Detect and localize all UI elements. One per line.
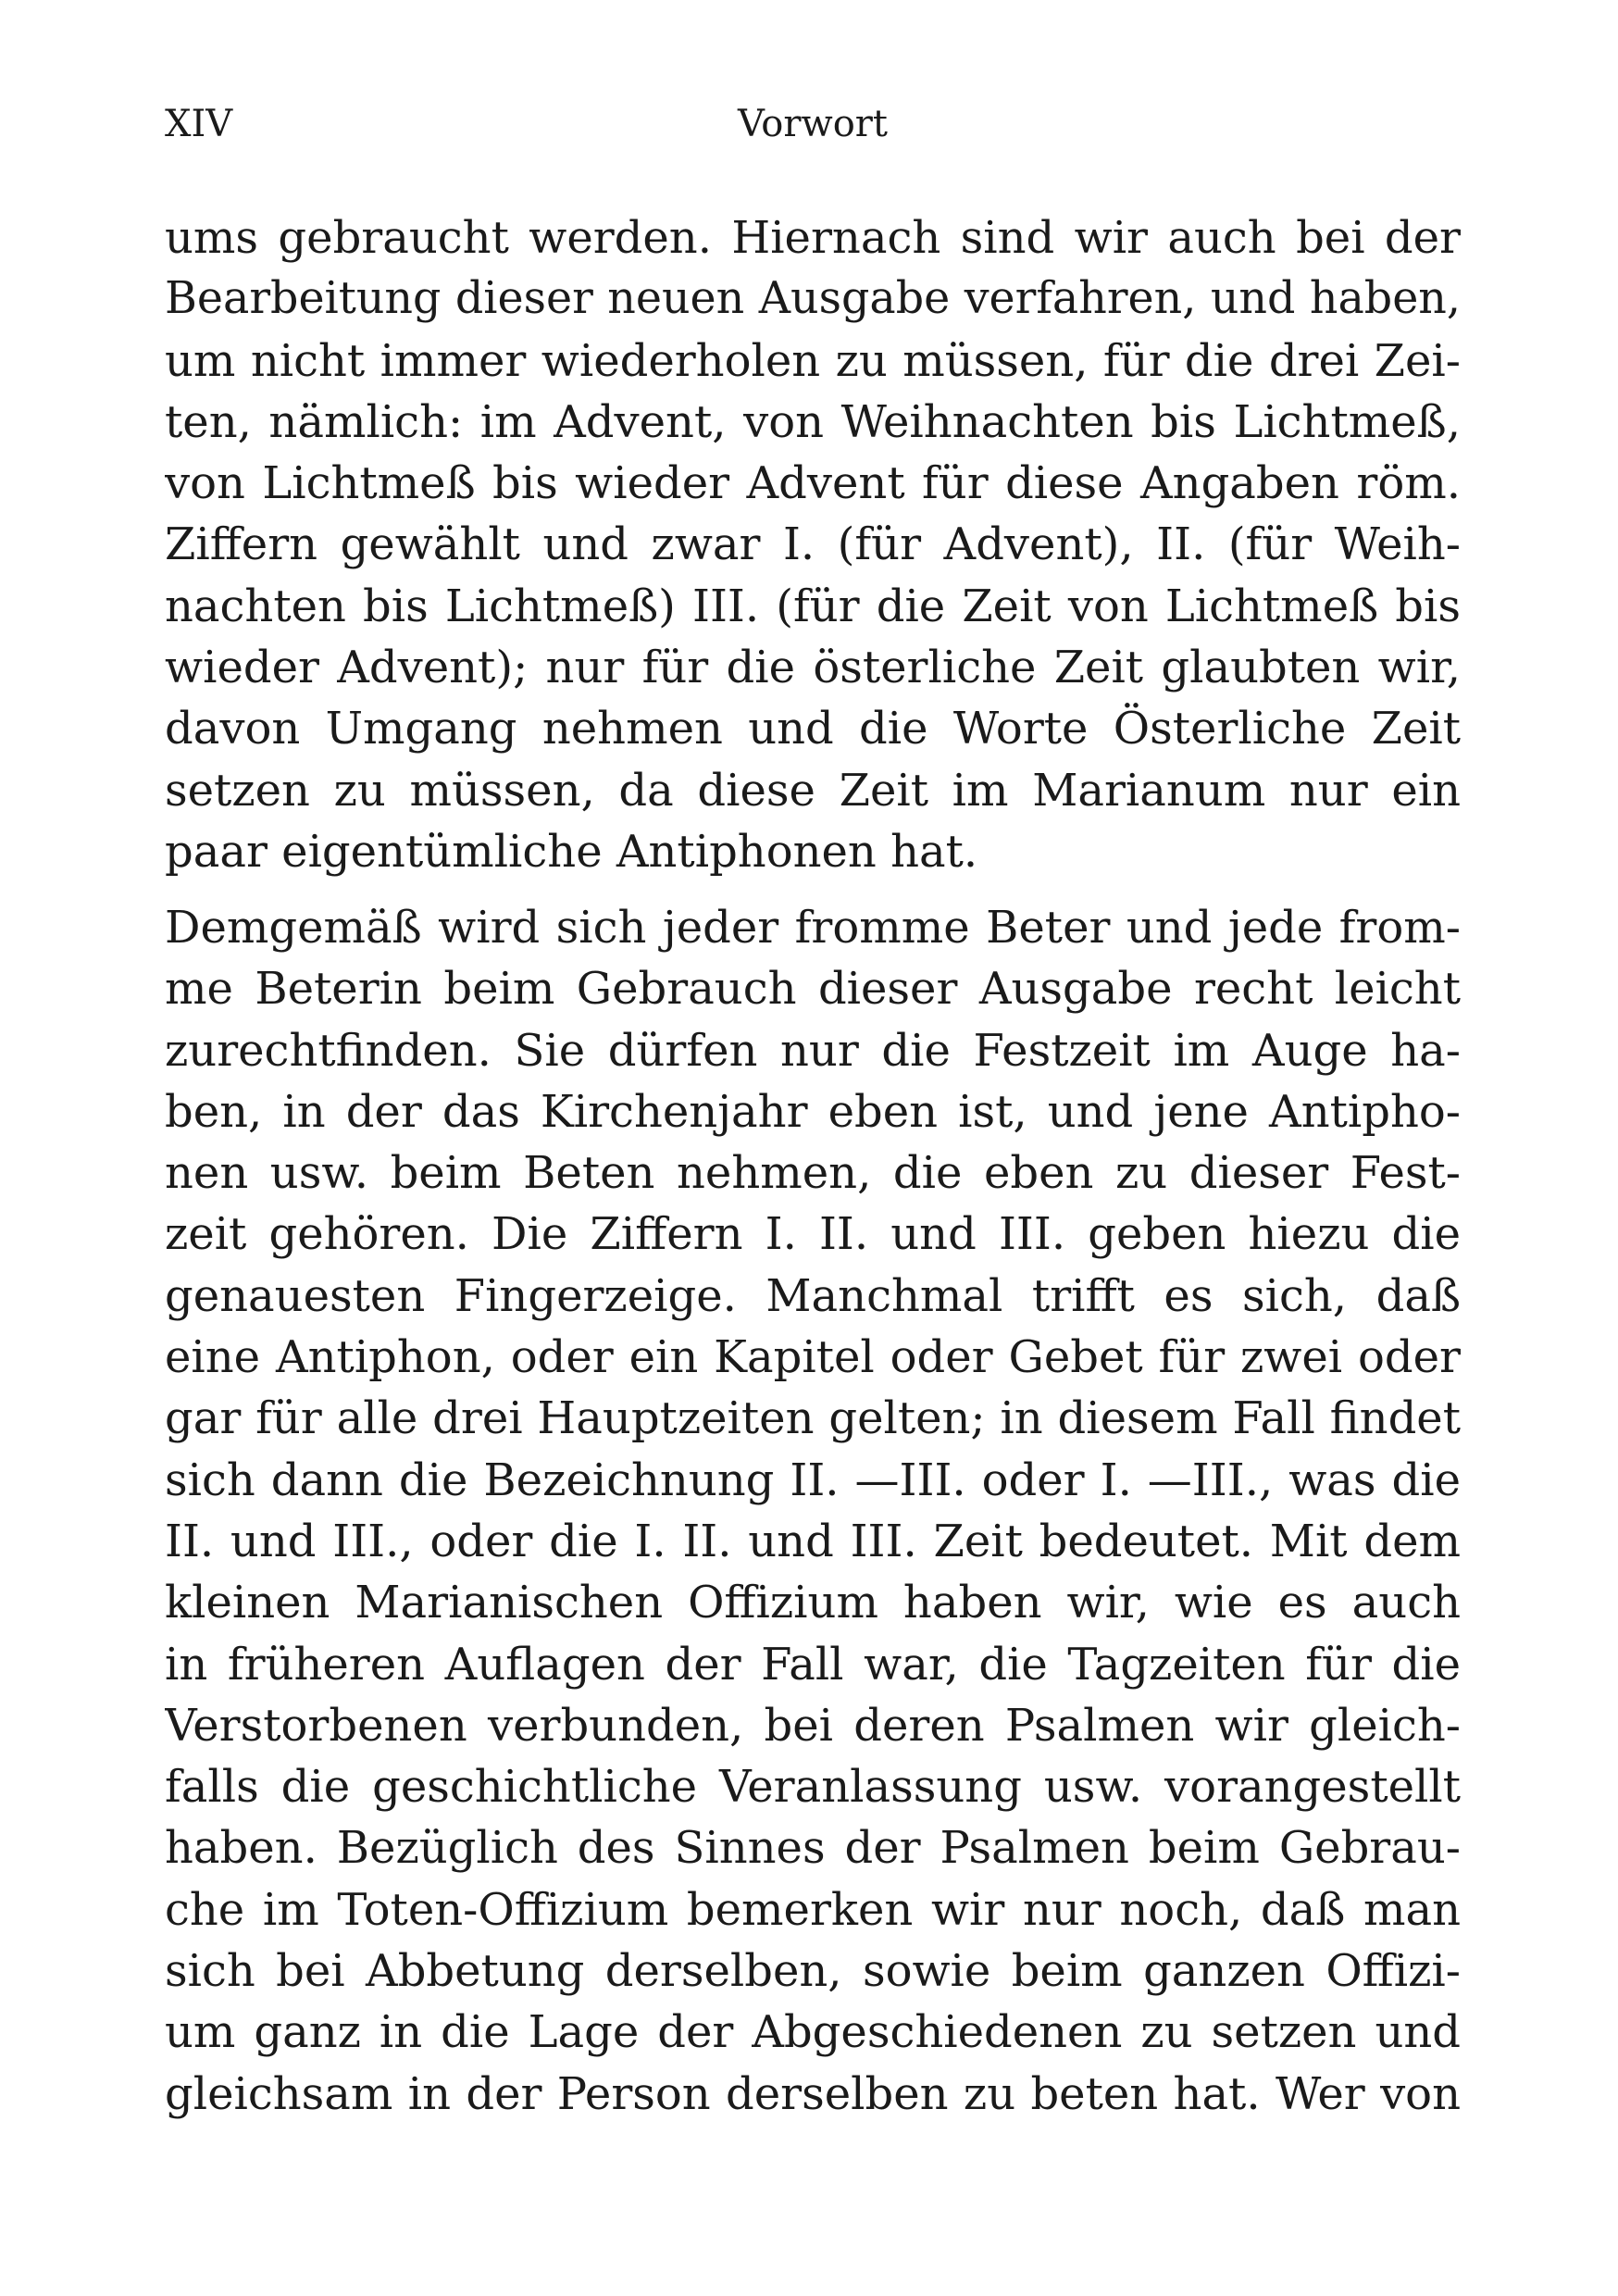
- text-line: eine Antiphon, oder ein Kapitel oder Gebet für zwei oder: [165, 1331, 1461, 1384]
- text-line: von Lichtmeß bis wieder Advent für diese Angaben röm.: [165, 457, 1461, 510]
- text-line: in früheren Auflagen der Fall war, die Tagzeiten für die: [165, 1638, 1461, 1691]
- text-line: II. und III., oder die I. II. und III. Zeit bedeutet. Mit dem: [165, 1515, 1461, 1567]
- text-line: Demgemäß wird sich jeder fromme Beter und jede from-: [165, 902, 1461, 954]
- text-line: zeit gehören. Die Ziffern I. II. und III. geben hiezu die: [165, 1208, 1461, 1261]
- running-title: Vorwort: [738, 103, 888, 145]
- text-line: setzen zu müssen, da diese Zeit im Marianum nur ein: [165, 764, 1461, 817]
- text-line: Verstorbenen verbunden, bei deren Psalmen wir gleich-: [165, 1699, 1461, 1752]
- text-line: sich dann die Bezeichnung II. —III. oder I. —III., was die: [165, 1454, 1461, 1506]
- text-line: ten, nämlich: im Advent, von Weihnachten bis Lichtmeß,: [165, 395, 1461, 448]
- running-header: [165, 96, 1461, 152]
- page-number: XIV: [165, 103, 233, 145]
- text-line: Bearbeitung dieser neuen Ausgabe verfahren, und haben,: [165, 273, 1461, 325]
- text-line: che im Toten-Offizium bemerken wir nur noch, daß man: [165, 1883, 1461, 1936]
- text-line: um ganz in die Lage der Abgeschiedenen zu setzen und: [165, 2006, 1461, 2059]
- text-line: kleinen Marianischen Offizium haben wir, wie es auch: [165, 1577, 1461, 1629]
- text-line: davon Umgang nehmen und die Worte Österliche Zeit: [165, 703, 1461, 755]
- text-line: wieder Advent); nur für die österliche Zeit glaubten wir,: [165, 642, 1461, 694]
- text-line: genauesten Fingerzeige. Manchmal trifft es sich, daß: [165, 1269, 1461, 1322]
- text-line: nachten bis Lichtmeß) III. (für die Zeit von Lichtmeß bis: [165, 580, 1461, 632]
- text-line: haben. Bezüglich des Sinnes der Psalmen beim Gebrau-: [165, 1822, 1461, 1875]
- paragraph-1: [165, 207, 1461, 882]
- text-line: paar eigentümliche Antiphonen hat.: [165, 825, 978, 878]
- text-line: ums gebraucht werden. Hiernach sind wir auch bei der: [165, 212, 1461, 264]
- text-line: ben, in der das Kirchenjahr eben ist, und jene Antipho-: [165, 1085, 1461, 1138]
- text-line: me Beterin beim Gebrauch dieser Ausgabe recht leicht: [165, 963, 1461, 1016]
- text-line: zurechtfinden. Sie dürfen nur die Festzeit im Auge ha-: [165, 1024, 1461, 1077]
- paragraph-2: [165, 897, 1461, 2125]
- text-line: gar für alle drei Hauptzeiten gelten; in diesem Fall findet: [165, 1392, 1461, 1445]
- text-line: sich bei Abbetung derselben, sowie beim ganzen Offizi-: [165, 1945, 1461, 1998]
- text-line: nen usw. beim Beten nehmen, die eben zu dieser Fest-: [165, 1147, 1461, 1200]
- text-line: Ziffern gewählt und zwar I. (für Advent), II. (für Weih-: [165, 518, 1461, 571]
- text-line: um nicht immer wiederholen zu müssen, für die drei Zei-: [165, 334, 1461, 387]
- text-line: falls die geschichtliche Veranlassung usw. vorangestellt: [165, 1761, 1461, 1814]
- text-line: gleichsam in der Person derselben zu beten hat. Wer von: [165, 2067, 1461, 2120]
